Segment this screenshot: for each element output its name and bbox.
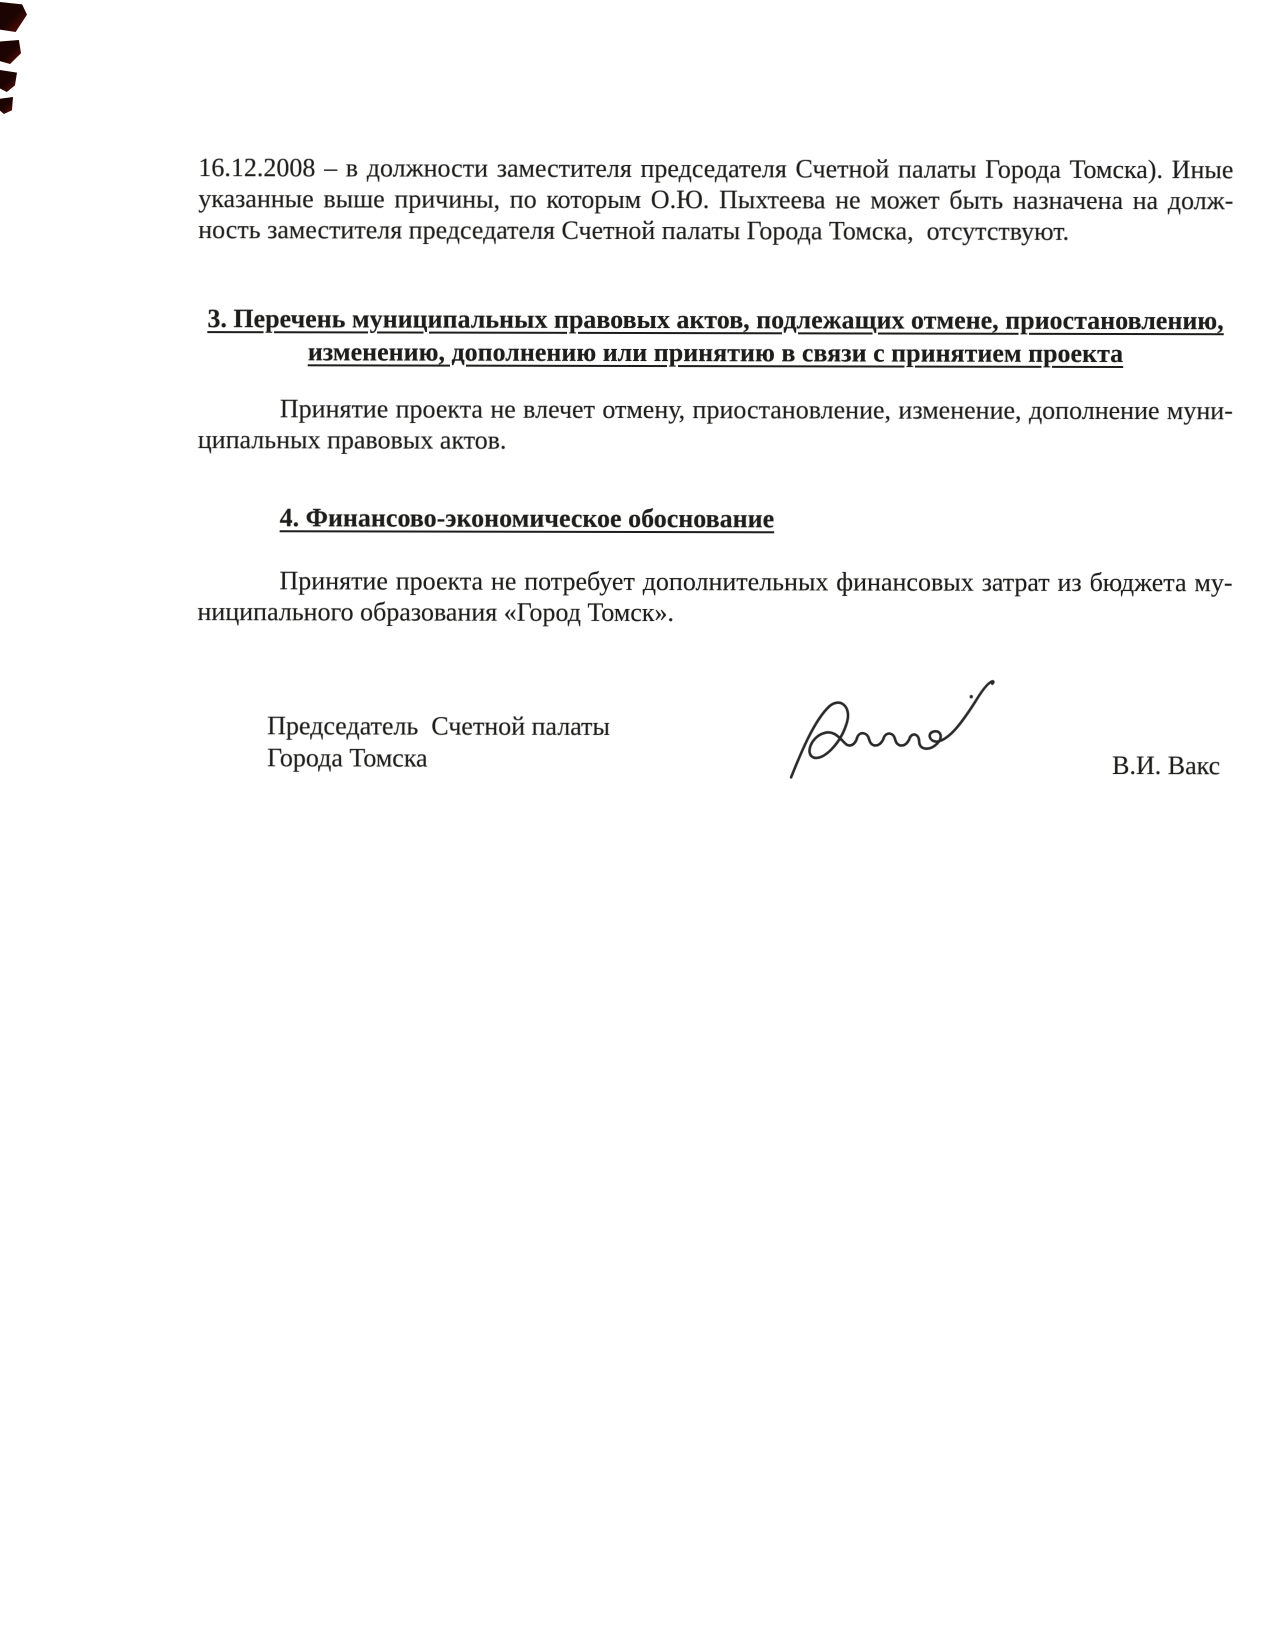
text-line: ципальных правовых актов. (197, 425, 507, 455)
section-3-heading (198, 302, 1233, 370)
text-line: Принятие проекта не потребует дополнительных финансовых затрат из бюджета му- (279, 566, 1233, 598)
heading-line (280, 501, 775, 535)
paragraph-continuation (198, 152, 1233, 247)
signer-title (267, 710, 610, 775)
text-line: 16.12.2008 – в должности заместителя председателя Счетной палаты Города Томска). Иные (198, 153, 1234, 185)
section-4-heading (280, 501, 775, 535)
text-line: Принятие проекта не влечет отмену, приостановление, изменение, дополнение муни- (279, 394, 1233, 426)
heading-line (198, 302, 1233, 337)
heading-text: 3. Перечень муниципальных правовых актов, подлежащих отмене, приостановлению, (207, 304, 1224, 336)
heading-text: 4. Финансово-экономическое обоснование (279, 503, 775, 534)
signer-name (1112, 750, 1220, 781)
section-3-paragraph (198, 393, 1233, 457)
text-line: ность заместителя председателя Счетной палаты Города Томска, отсутствуют. (198, 215, 1070, 246)
signer-title-line: Председатель Счетной палаты (267, 711, 610, 741)
heading-text: изменению, дополнению или принятию в связи с принятием проекта (307, 337, 1124, 369)
text-line: указанные выше причины, по которым О.Ю. Пыхтеева не может быть назначена на долж- (198, 184, 1234, 216)
text-line: В.И. Вакс (1112, 750, 1221, 781)
handwritten-signature-icon (783, 661, 998, 783)
signer-title-line: Города Томска (267, 743, 428, 773)
section-4-paragraph (197, 565, 1232, 629)
text-line: ниципального образования «Город Томск». (197, 597, 675, 628)
heading-line (198, 335, 1233, 370)
